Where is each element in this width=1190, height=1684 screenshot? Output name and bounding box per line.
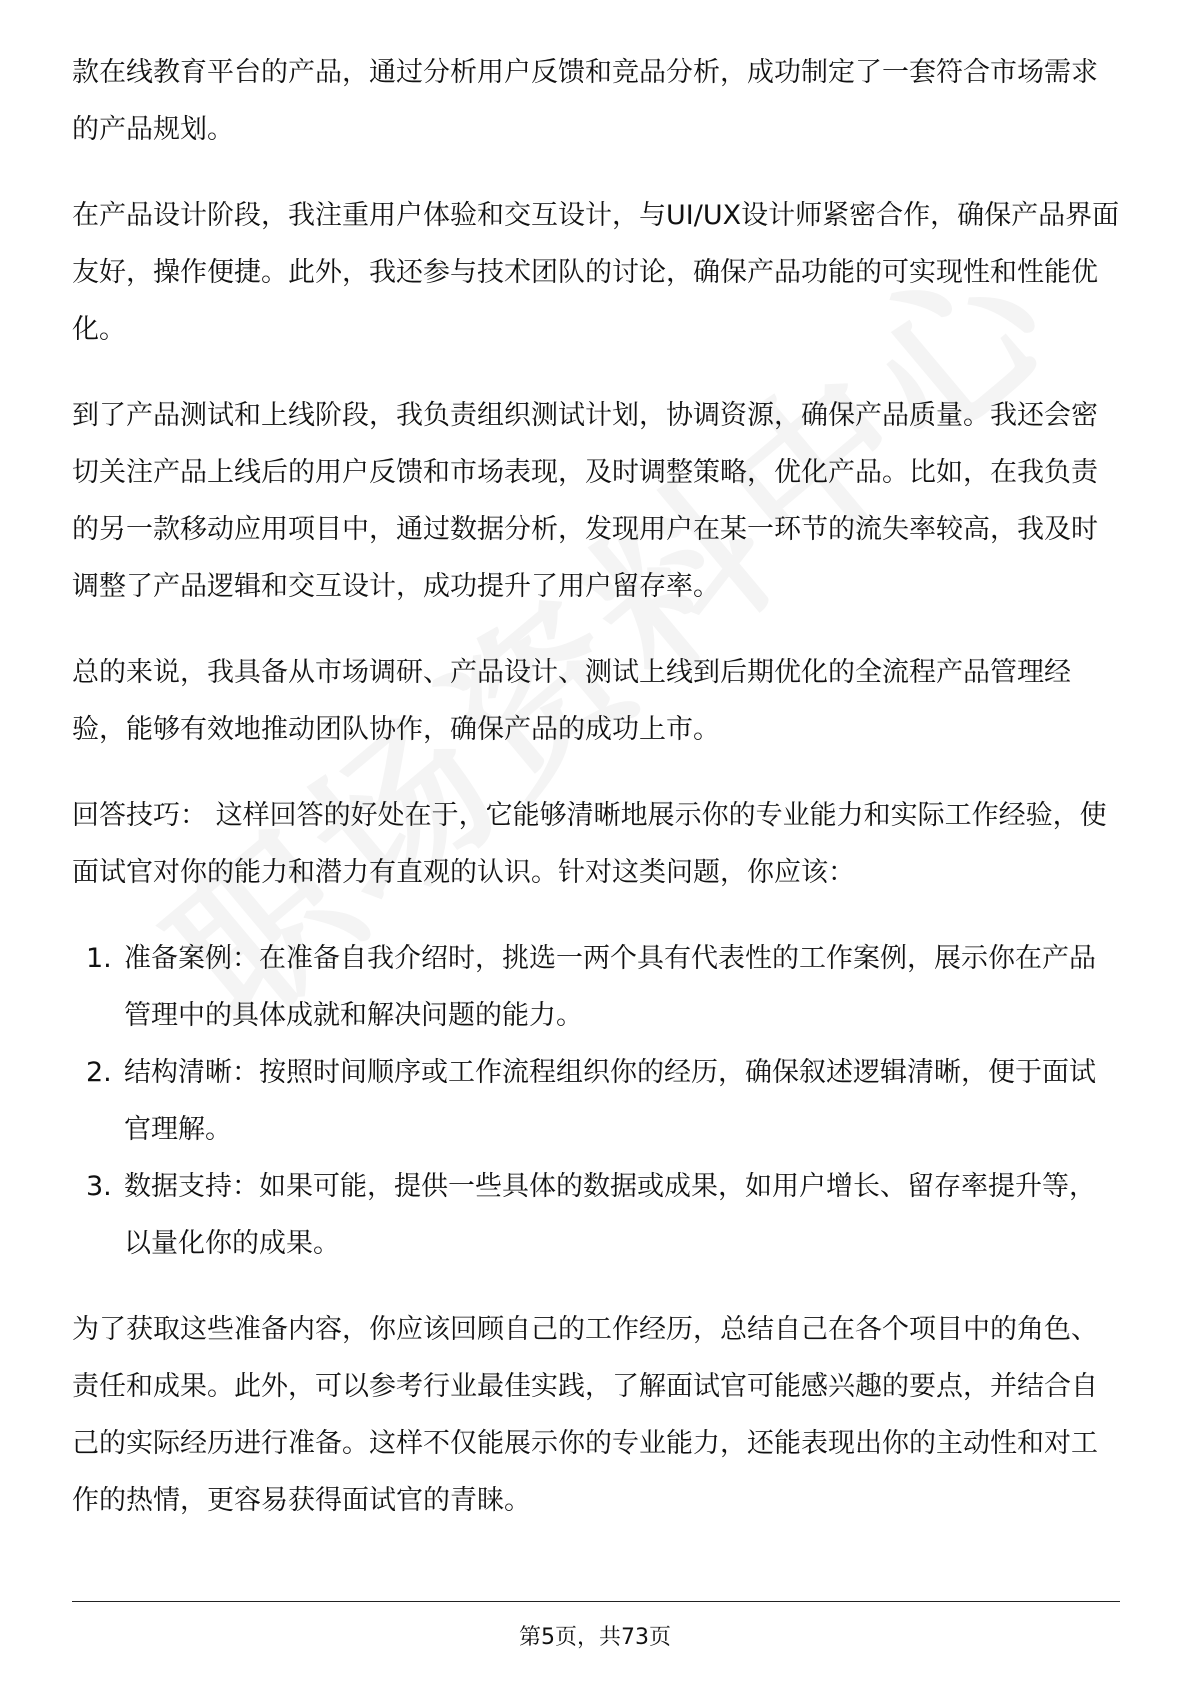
- paragraph-summary: 总的来说，我具备从市场调研、产品设计、测试上线到后期优化的全流程产品管理经验，能够有效地推动团队协作，确保产品的成功上市。: [72, 657, 1071, 745]
- document-body: [72, 44, 1120, 1558]
- list-item: [72, 1044, 1120, 1158]
- paragraph-intro-continuation: 款在线教育平台的产品，通过分析用户反馈和竞品分析，成功制定了一套符合市场需求的产品规划。: [72, 57, 1098, 145]
- list-item-text: 数据支持：如果可能，提供一些具体的数据或成果，如用户增长、留存率提升等，以量化你的成果。: [124, 1171, 1096, 1259]
- page-number: 第5页，共73页: [519, 1625, 671, 1650]
- tips-list: [72, 930, 1120, 1272]
- footer-divider: [72, 1601, 1120, 1602]
- list-item-text: 结构清晰：按照时间顺序或工作流程组织你的经历，确保叙述逻辑清晰，便于面试官理解。: [124, 1057, 1096, 1145]
- paragraph-closing: 为了获取这些准备内容，你应该回顾自己的工作经历，总结自己在各个项目中的角色、责任和成果。此外，可以参考行业最佳实践，了解面试官可能感兴趣的要点，并结合自己的实际经历进行准备。这样不仅能展示你的专业能力，还能表现出你的主动性和对工作的热情，更容易获得面试官的青睐。: [72, 1314, 1098, 1516]
- list-item: [72, 1158, 1120, 1272]
- list-item-number: 3.: [86, 1171, 112, 1202]
- list-item-number: 1.: [86, 943, 112, 974]
- paragraph-design-stage: 在产品设计阶段，我注重用户体验和交互设计，与UI/UX设计师紧密合作，确保产品界面友好，操作便捷。此外，我还参与技术团队的讨论，确保产品功能的可实现性和性能优化。: [72, 200, 1120, 345]
- paragraph-testing-stage: 到了产品测试和上线阶段，我负责组织测试计划，协调资源，确保产品质量。我还会密切关注产品上线后的用户反馈和市场表现，及时调整策略，优化产品。比如，在我负责的另一款移动应用项目中，通过数据分析，发现用户在某一环节的流失率较高，我及时调整了产品逻辑和交互设计，成功提升了用户留存率。: [72, 400, 1098, 602]
- list-item: [72, 930, 1120, 1044]
- paragraph-answer-tips: 回答技巧： 这样回答的好处在于，它能够清晰地展示你的专业能力和实际工作经验，使面试官对你的能力和潜力有直观的认识。针对这类问题，你应该：: [72, 800, 1107, 888]
- list-item-text: 准备案例：在准备自我介绍时，挑选一两个具有代表性的工作案例，展示你在产品管理中的具体成就和解决问题的能力。: [124, 943, 1096, 1031]
- list-item-number: 2.: [86, 1057, 112, 1088]
